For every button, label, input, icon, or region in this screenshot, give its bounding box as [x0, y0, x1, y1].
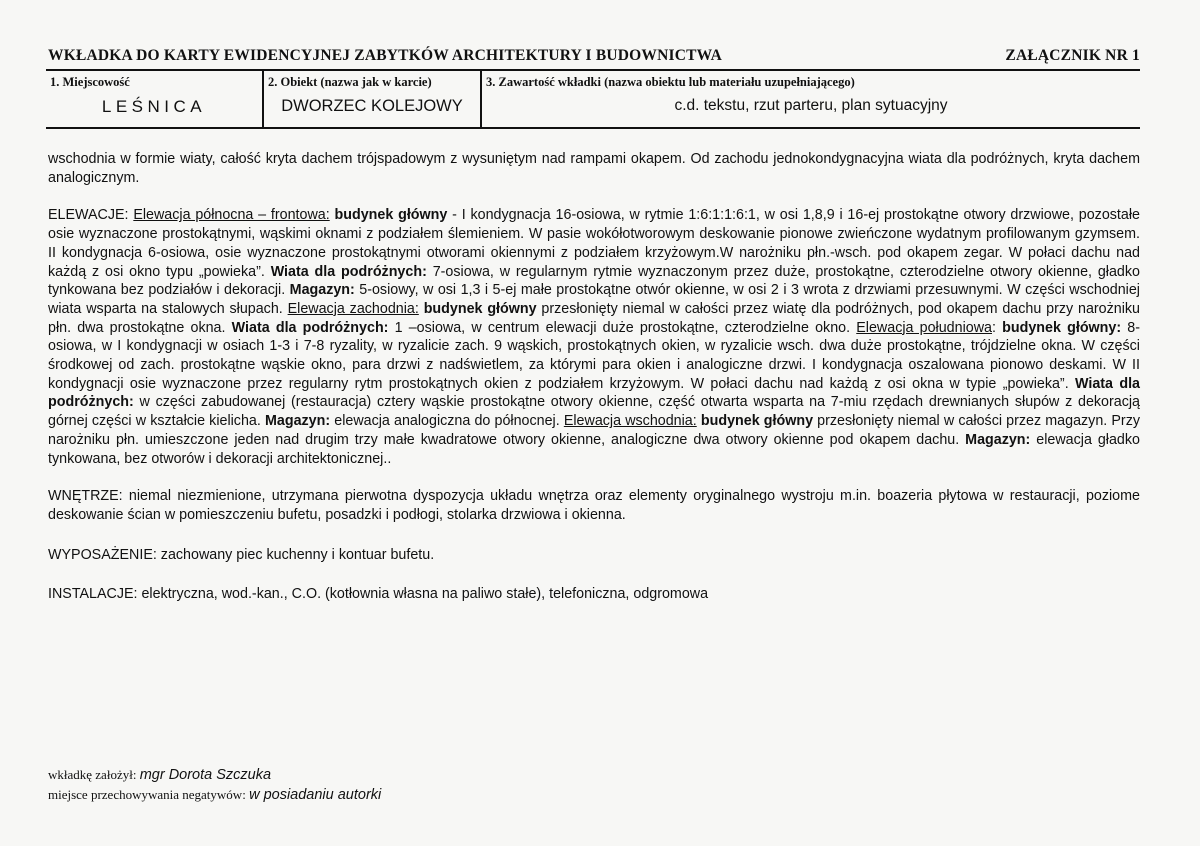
text-segment: elewacja analogiczna do północnej.: [330, 413, 564, 430]
storage-value: w posiadaniu autorki: [249, 787, 382, 803]
text-segment: - I kondygnacja 16-osiowa, w rytmie 1:6:1:1:6:1, w osi 1,8,9 i 16-ej prostokątne otwory drzwiowe, pozostałe osie wyznaczone prostokątnymi, wąskimi oknami z podziałem ślemieniem. W pasie wokółotworowym deskowanie pionowe zwieńczone wydatnym profilowanym gzymsem. II kondygnacja 6-osiowa, osie wyznaczone prostokątnymi otworami okiennymi z podziałem krzyżowym.W narożniku płn.-wsch. pod okapem zegar. W połaci dachu nad każdą z osi okno typu „powieka”.: [48, 207, 1140, 280]
intro-paragraph: wschodnia w formie wiaty, całość kryta dachem trójspadowym z wysuniętym nad rampami okapem. Od zachodu jednokondygnacyjna wiata dla podróżnych, kryta dachem analogicznym.: [48, 151, 1140, 186]
document-title: WKŁADKA DO KARTY EWIDENCYJNEJ ZABYTKÓW ARCHITEKTURY I BUDOWNICTWA: [48, 47, 723, 64]
text-segment: 5-osiowy, w osi 1,3 i 5-ej małe prostokątne otwór okienne, w osi 2 i 3 wrota z drzwiami przesuwnymi. W części wschodniej wiata wsparta na stalowych słupach.: [48, 282, 1140, 317]
warehouse-term: Magazyn:: [289, 282, 355, 299]
locality-value: LEŚNICA: [101, 97, 207, 116]
main-building-term: budynek główny: [700, 413, 814, 430]
furnishings-paragraph: WYPOSAŻENIE: zachowany piec kuchenny i kontuar bufetu.: [48, 546, 435, 563]
form-table: [46, 69, 1140, 129]
content-cell: [480, 71, 1140, 127]
attachment-number: ZAŁĄCZNIK NR 1: [1005, 47, 1140, 64]
warehouse-term: Magazyn:: [264, 413, 331, 430]
north-elevation-heading: Elewacja północna – frontowa:: [133, 207, 330, 224]
interior-paragraph: WNĘTRZE: niemal niezmienione, utrzymana pierwotna dyspozycja układu wnętrza oraz elementy oryginalnego wystroju m.in. boazeria płytowa w restauracji, poziome deskowanie ścian w pomieszczeniu bufetu, posadzki i podłogi, stolarka drzwiowa i okienna.: [48, 488, 1140, 523]
warehouse-term: Magazyn:: [965, 431, 1031, 448]
text-segment: przesłonięty niemal w całości przez magazyn. Przy narożniku płn. umieszczone jeden nad drugim trzy małe kwadratowe otwory okienne, analogiczne dwa otwory okienne pod okapem dachu.: [48, 413, 1140, 448]
text-segment: przesłonięty niemal w całości przez wiatę dla podróżnych, pod okapem dachu przy narożniku płn. dwa prostokątne okna.: [48, 300, 1140, 336]
text-segment: 7-osiowa, w regularnym rytmie wyznaczonym przez duże, prostokątne, czterodzielne otwory okienne, gładko tynkowana bez podziałów i dekoracji.: [48, 263, 1140, 299]
content-label: 3. Zawartość wkładki (nazwa obiektu lub materiału uzupełniającego): [486, 75, 855, 89]
object-cell: [262, 71, 480, 127]
storage-line: [48, 785, 381, 805]
document-footer: [48, 765, 381, 805]
document-body: [48, 150, 1140, 623]
author-label: wkładkę założył:: [48, 767, 140, 782]
document-header: [48, 47, 1140, 65]
main-building-term: budynek główny:: [1002, 319, 1122, 336]
main-building-term: budynek główny: [423, 300, 537, 317]
elevations-lead: ELEWACJE:: [48, 207, 134, 224]
content-value: c.d. tekstu, rzut parteru, plan sytuacyjny: [674, 97, 948, 114]
storage-label: miejsce przechowywania negatywów:: [48, 787, 250, 802]
east-elevation-heading: Elewacja wschodnia:: [563, 413, 697, 430]
text-segment: :: [992, 319, 1003, 336]
object-value: DWORZEC KOLEJOWY: [281, 97, 463, 115]
text-segment: elewacja gładko tynkowana, bez otworów i dekoracji architektonicznej..: [48, 431, 1140, 467]
elevations-paragraph: [48, 206, 1140, 468]
locality-cell: [46, 71, 262, 127]
object-label: 2. Obiekt (nazwa jak w karcie): [268, 75, 432, 89]
locality-label: 1. Miejscowość: [50, 75, 130, 89]
shelter-term: Wiata dla podróżnych:: [231, 319, 389, 336]
shelter-term: Wiata dla podróżnych:: [270, 263, 427, 280]
main-building-term: budynek główny: [334, 207, 448, 224]
text-segment: 8-osiowa, w I kondygnacji w osiach 1-3 i 7-8 ryzality, w ryzalicie zach. 9 wąskich, prostokątnych okien, w ryzalicie wsch. dwa duże prostokątne, trójdzielne okna. W części środkowej od zach. prostokątne wąskie okno, para drzwi z nadświetlem, za którymi para okien i analogiczne drzwi. I kondygnacja oszalowana pionowo deskami. W II kondygnacji osie wyznaczone przez regularny rytm prostokątnych okien z podziałem krzyżowym. W połaci dachu nad każdą z osi okna w typie „powieka”.: [48, 319, 1141, 392]
installations-paragraph: INSTALACJE: elektryczna, wod.-kan., C.O. (kotłownia własna na paliwo stałe), telefoniczna, odgromowa: [48, 586, 709, 603]
author-line: [48, 765, 381, 785]
text-segment: w części zabudowanej (restauracja) cztery wąskie prostokątne otwory okienne, część otwarta wsparta na 7-miu rzędach drewnianych słupów z dekoracją górnej części w kształcie kielicha.: [48, 394, 1140, 430]
text-segment: 1 –osiowa, w centrum elewacji duże prostokątne, czterodzielne okno.: [388, 319, 857, 336]
south-elevation-heading: Elewacja południowa: [856, 319, 992, 336]
shelter-term: Wiata dla podróżnych:: [48, 375, 1140, 411]
west-elevation-heading: Elewacja zachodnia:: [287, 300, 419, 317]
author-value: mgr Dorota Szczuka: [139, 767, 272, 783]
